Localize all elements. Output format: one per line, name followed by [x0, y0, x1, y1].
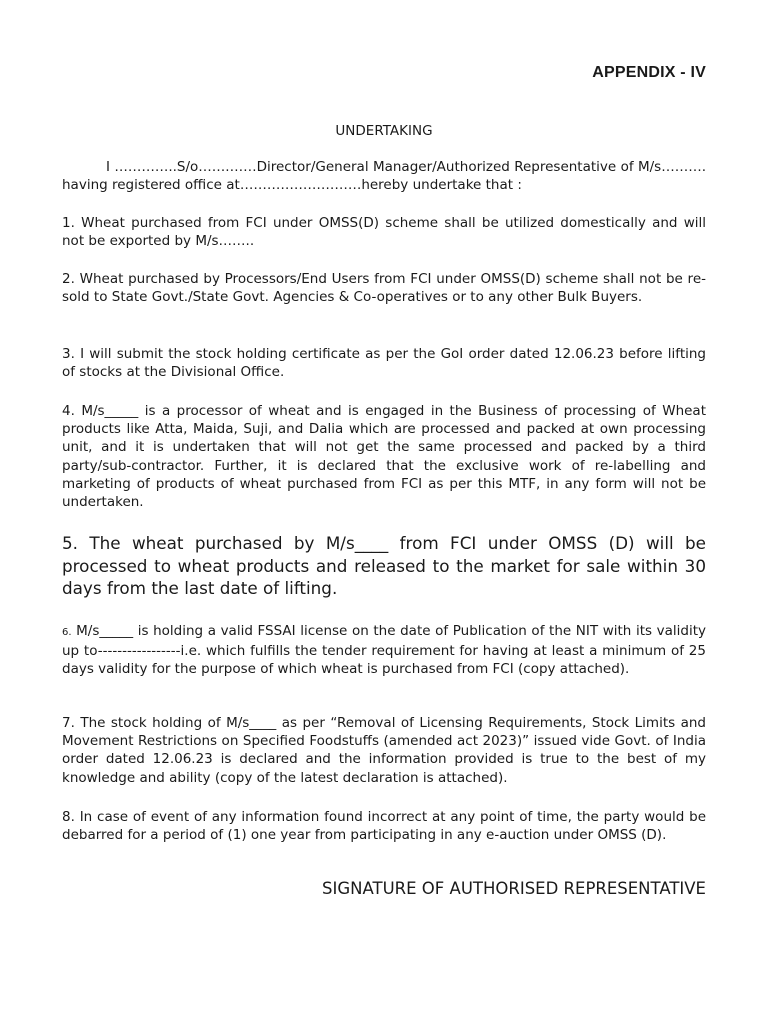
intro-paragraph: I …………..S/o…….……Director/General Manager/Authorized Representative of M/s………. having registered office at………………………hereby undertake that :	[62, 159, 706, 194]
clause-6-number: 6.	[62, 627, 72, 638]
clause-4: 4. M/s_____ is a processor of wheat and is engaged in the Business of processing of Wheat products like Atta, Maida, Suji, and Dalia which are processed and packed at own processing unit, and it is undertaken that will not get the same processed and packed by a third party/sub-contractor. Further, it is declared that the exclusive work of re-labelling and marketing of products of wheat purchased from FCI as per this MTF, in any form will not be undertaken.	[62, 403, 706, 511]
clause-8: 8. In case of event of any information found incorrect at any point of time, the party would be debarred for a period of (1) one year from participating in any e-auction under OMSS (D).	[62, 809, 706, 844]
clause-2: 2. Wheat purchased by Processors/End Users from FCI under OMSS(D) scheme shall not be re-sold to State Govt./State Govt. Agencies & Co-operatives or to any other Bulk Buyers.	[62, 271, 706, 306]
signature-line: SIGNATURE OF AUTHORISED REPRESENTATIVE	[322, 879, 706, 898]
clause-6-text: M/s_____ is holding a valid FSSAI license on the date of Publication of the NIT with its validity up to-----------------i.e. which fulfills the tender requirement for having at least a minimum of 25 days validity for the purpose of which wheat is purchased from FCI (copy attached).	[62, 623, 706, 678]
appendix-heading: APPENDIX - IV	[592, 64, 706, 81]
clause-5: 5. The wheat purchased by M/s____ from FCI under OMSS (D) will be processed to wheat products and released to the market for sale within 30 days from the last date of lifting.	[62, 533, 706, 598]
document-title: UNDERTAKING	[335, 123, 433, 139]
clause-6	[62, 622, 706, 679]
clause-3: 3. I will submit the stock holding certificate as per the GoI order dated 12.06.23 before lifting of stocks at the Divisional Office.	[62, 346, 706, 381]
clause-7: 7. The stock holding of M/s____ as per “Removal of Licensing Requirements, Stock Limits and Movement Restrictions on Specified Foodstuffs (amended act 2023)” issued vide Govt. of India order dated 12.06.23 is declared and the information provided is true to the best of my knowledge and ability (copy of the latest declaration is attached).	[62, 715, 706, 786]
clause-1: 1. Wheat purchased from FCI under OMSS(D) scheme shall be utilized domestically and will not be exported by M/s……..	[62, 215, 706, 250]
